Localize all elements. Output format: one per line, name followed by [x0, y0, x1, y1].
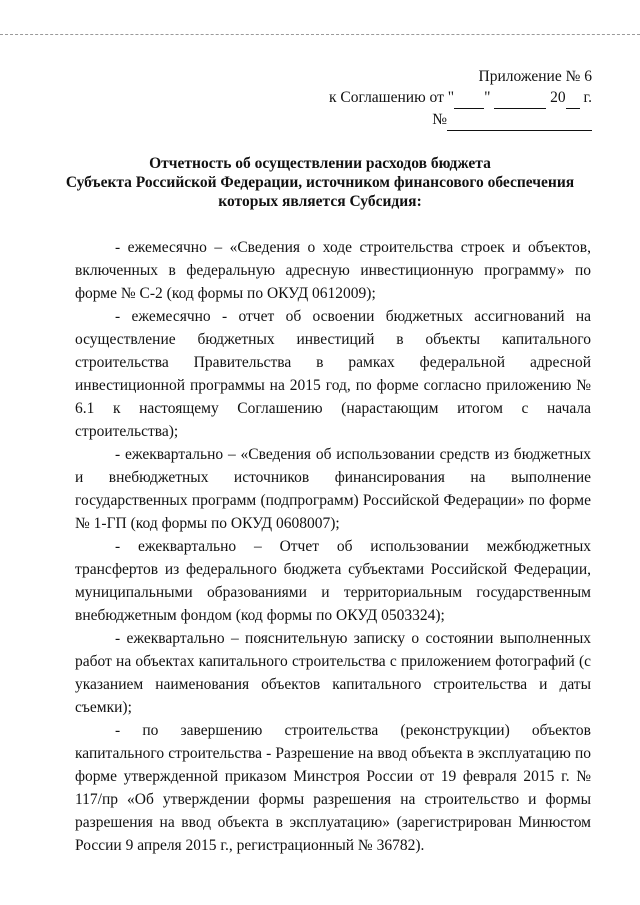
list-item: - ежеквартально – пояснительную записку о состоянии выполненных работ на объектах капитального строительства с приложением фотографий (с указанием наименования объектов капитального строительства и даты съемки);: [75, 630, 591, 716]
agreement-number-blank: [447, 109, 592, 131]
title-line-2: Субъекта Российской Федерации, источником финансового обеспечения: [65, 174, 575, 191]
agreement-day-blank: [454, 87, 484, 109]
agreement-month-blank: [494, 87, 546, 109]
reporting-list: [75, 236, 591, 857]
agreement-line: [329, 87, 592, 109]
document-title: [60, 154, 580, 211]
number-label: №: [432, 111, 447, 128]
list-item: - ежеквартально – Отчет об использовании межбюджетных трансфертов из федерального бюджета субъектами Российской Федерации, муниципальными образованиями и территориальным государственным внебюджетным фондом (код формы по ОКУД 0503324);: [75, 538, 591, 624]
list-item: - ежемесячно – «Сведения о ходе строительства строек и объектов, включенных в федеральную адресную инвестиционную программу» по форме № С-2 (код формы по ОКУД 0612009);: [75, 239, 591, 302]
title-line-3: которых является Субсидия:: [218, 193, 422, 210]
agreement-year-prefix: 20: [550, 89, 566, 106]
agreement-year-blank: [566, 87, 580, 109]
title-line-1: Отчетность об осуществлении расходов бюджета: [149, 155, 491, 172]
agreement-number-line: [329, 109, 592, 131]
agreement-prefix: к Соглашению от ": [329, 89, 455, 106]
list-item: - по завершению строительства (реконструкции) объектов капитального строительства - Разрешение на ввод объекта в эксплуатацию по форме утвержденной приказом Минстроя России от 19 февраля 2015 г. № 117/пр «Об утверждении формы разрешения на строительство и формы разрешения на ввод объекта в эксплуатацию» (зарегистрирован Минюстом России 9 апреля 2015 г., регистрационный № 36782).: [75, 722, 591, 854]
appendix-label: Приложение № 6: [478, 68, 592, 85]
list-item: - ежемесячно - отчет об освоении бюджетных ассигнований на осуществление бюджетных инвестиций в объекты капитального строительства Правительства в рамках федеральной адресной инвестиционной программы на 2015 год, по форме согласно приложению № 6.1 к настоящему Соглашению (нарастающим итогом с начала строительства);: [75, 308, 591, 440]
page-top-rule: [0, 34, 640, 35]
appendix-header: [329, 66, 592, 131]
list-item: - ежеквартально – «Сведения об использовании средств из бюджетных и внебюджетных источников финансирования на выполнение государственных программ (подпрограмм) Российской Федерации» по форме № 1-ГП (код формы по ОКУД 0608007);: [75, 446, 591, 532]
agreement-suffix: г.: [583, 89, 592, 106]
agreement-mid: ": [484, 89, 491, 106]
